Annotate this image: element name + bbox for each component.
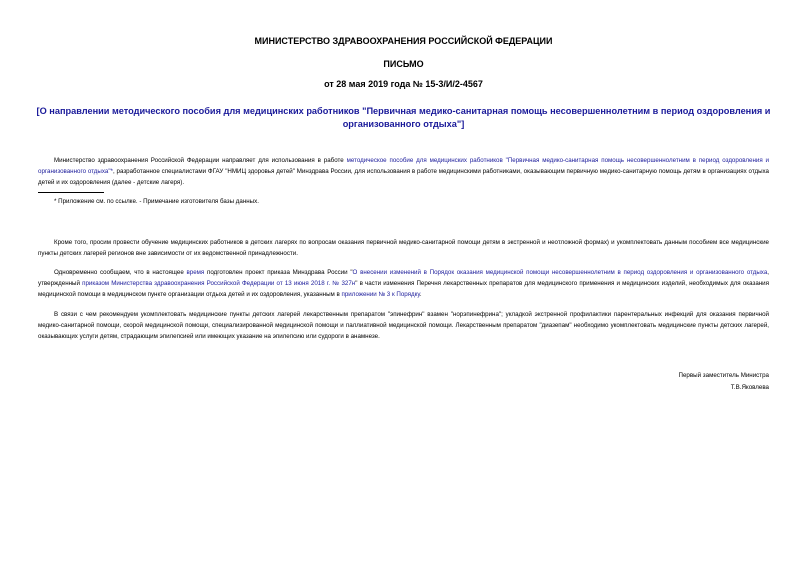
paragraph-3-text-e: . [419,291,422,298]
paragraph-3-text-d: " в части изменения Перечня лекарственных препаратов для медицинского применения и медицинских изделий, необходимых для оказания медицинской помощи в медицинском пункте организации отдыха детей и их оздоровления, указанным в [38,280,769,298]
ministry-order-link[interactable]: приказом Министерства здравоохранения Российской Федерации от 13 июня 2018 г. № 327н [82,280,356,287]
paragraph-1 [38,155,769,188]
document-type: ПИСЬМО [383,59,424,69]
document-title: [О направлении методического пособия для медицинских работников "Первичная медико-санитарная помощь несовершеннолетним в период оздоровления и организованного отдыха"] [36,106,771,129]
paragraph-2: Кроме того, просим провести обучение медицинских работников в детских лагерях по вопросам оказания первичной медико-санитарной помощи детям в экстренной и неотложной формах) и укомплектовать данным пособием все медицинские пункты детских лагерей регионов вне зависимости от их ведомственной принадлежности. [38,239,769,257]
ministry-heading: МИНИСТЕРСТВО ЗДРАВООХРАНЕНИЯ РОССИЙСКОЙ ФЕДЕРАЦИИ [254,36,553,46]
time-link[interactable]: время [186,269,205,276]
paragraph-3 [38,267,769,300]
paragraph-3-text-b: подготовлен проект приказа Минздрава России " [204,269,353,276]
signature-position: Первый заместитель Министра [678,372,769,379]
signature-name: Т.В.Яковлева [730,384,769,391]
order-amendment-link[interactable]: О внесении изменений в Порядок оказания медицинской помощи несовершеннолетним в период оздоровления и организованного отдыха [352,269,768,276]
footnote: * Приложение см. по ссылке. - Примечание изготовителя базы данных. [54,198,259,205]
methodical-guide-link[interactable]: методическое пособие для медицинских работников "Первичная медико-санитарная помощь несовершеннолетним в период оздоровления и организованного отдыха"* [38,157,769,175]
paragraph-4: В связи с чем рекомендуем укомплектовать медицинские пункты детских лагерей лекарственным препаратом "эпинефрин" взамен "норэпинефрина"; укладкой экстренной профилактики парентеральных инфекций для оказания первичной медико-санитарной помощи, скорой медицинской помощи, специализированной медицинской помощи и паллиативной медицинской помощи. Лекарственным препаратом "диазепам" необходимо укомплектовать медицинские пункты детских лагерей, оказывающих услуги детям, страдающим эпилепсией или имеющих указание на эпилепсию или судороги в анамнезе. [38,311,769,340]
document-date-number: от 28 мая 2019 года № 15-3/И/2-4567 [324,79,483,89]
paragraph-3-text-c: , утвержденный [38,269,770,287]
paragraph-1-text-b: , разработанное специалистами ФГАУ "НМИЦ здоровья детей" Минздрава России, для использования в работе медицинскими работниками, оказывающим первичную медико-санитарную помощь детям в организациях отдыха детей и их оздоровления (далее - детские лагеря). [38,168,769,186]
footnote-divider [38,192,104,193]
appendix-3-link[interactable]: приложении № 3 к Порядку [341,291,420,298]
paragraph-1-text-a: Министерство здравоохранения Российской Федерации направляет для использования в работе [54,157,347,164]
paragraph-3-text-a: Одновременно сообщаем, что в настоящее [54,269,187,276]
